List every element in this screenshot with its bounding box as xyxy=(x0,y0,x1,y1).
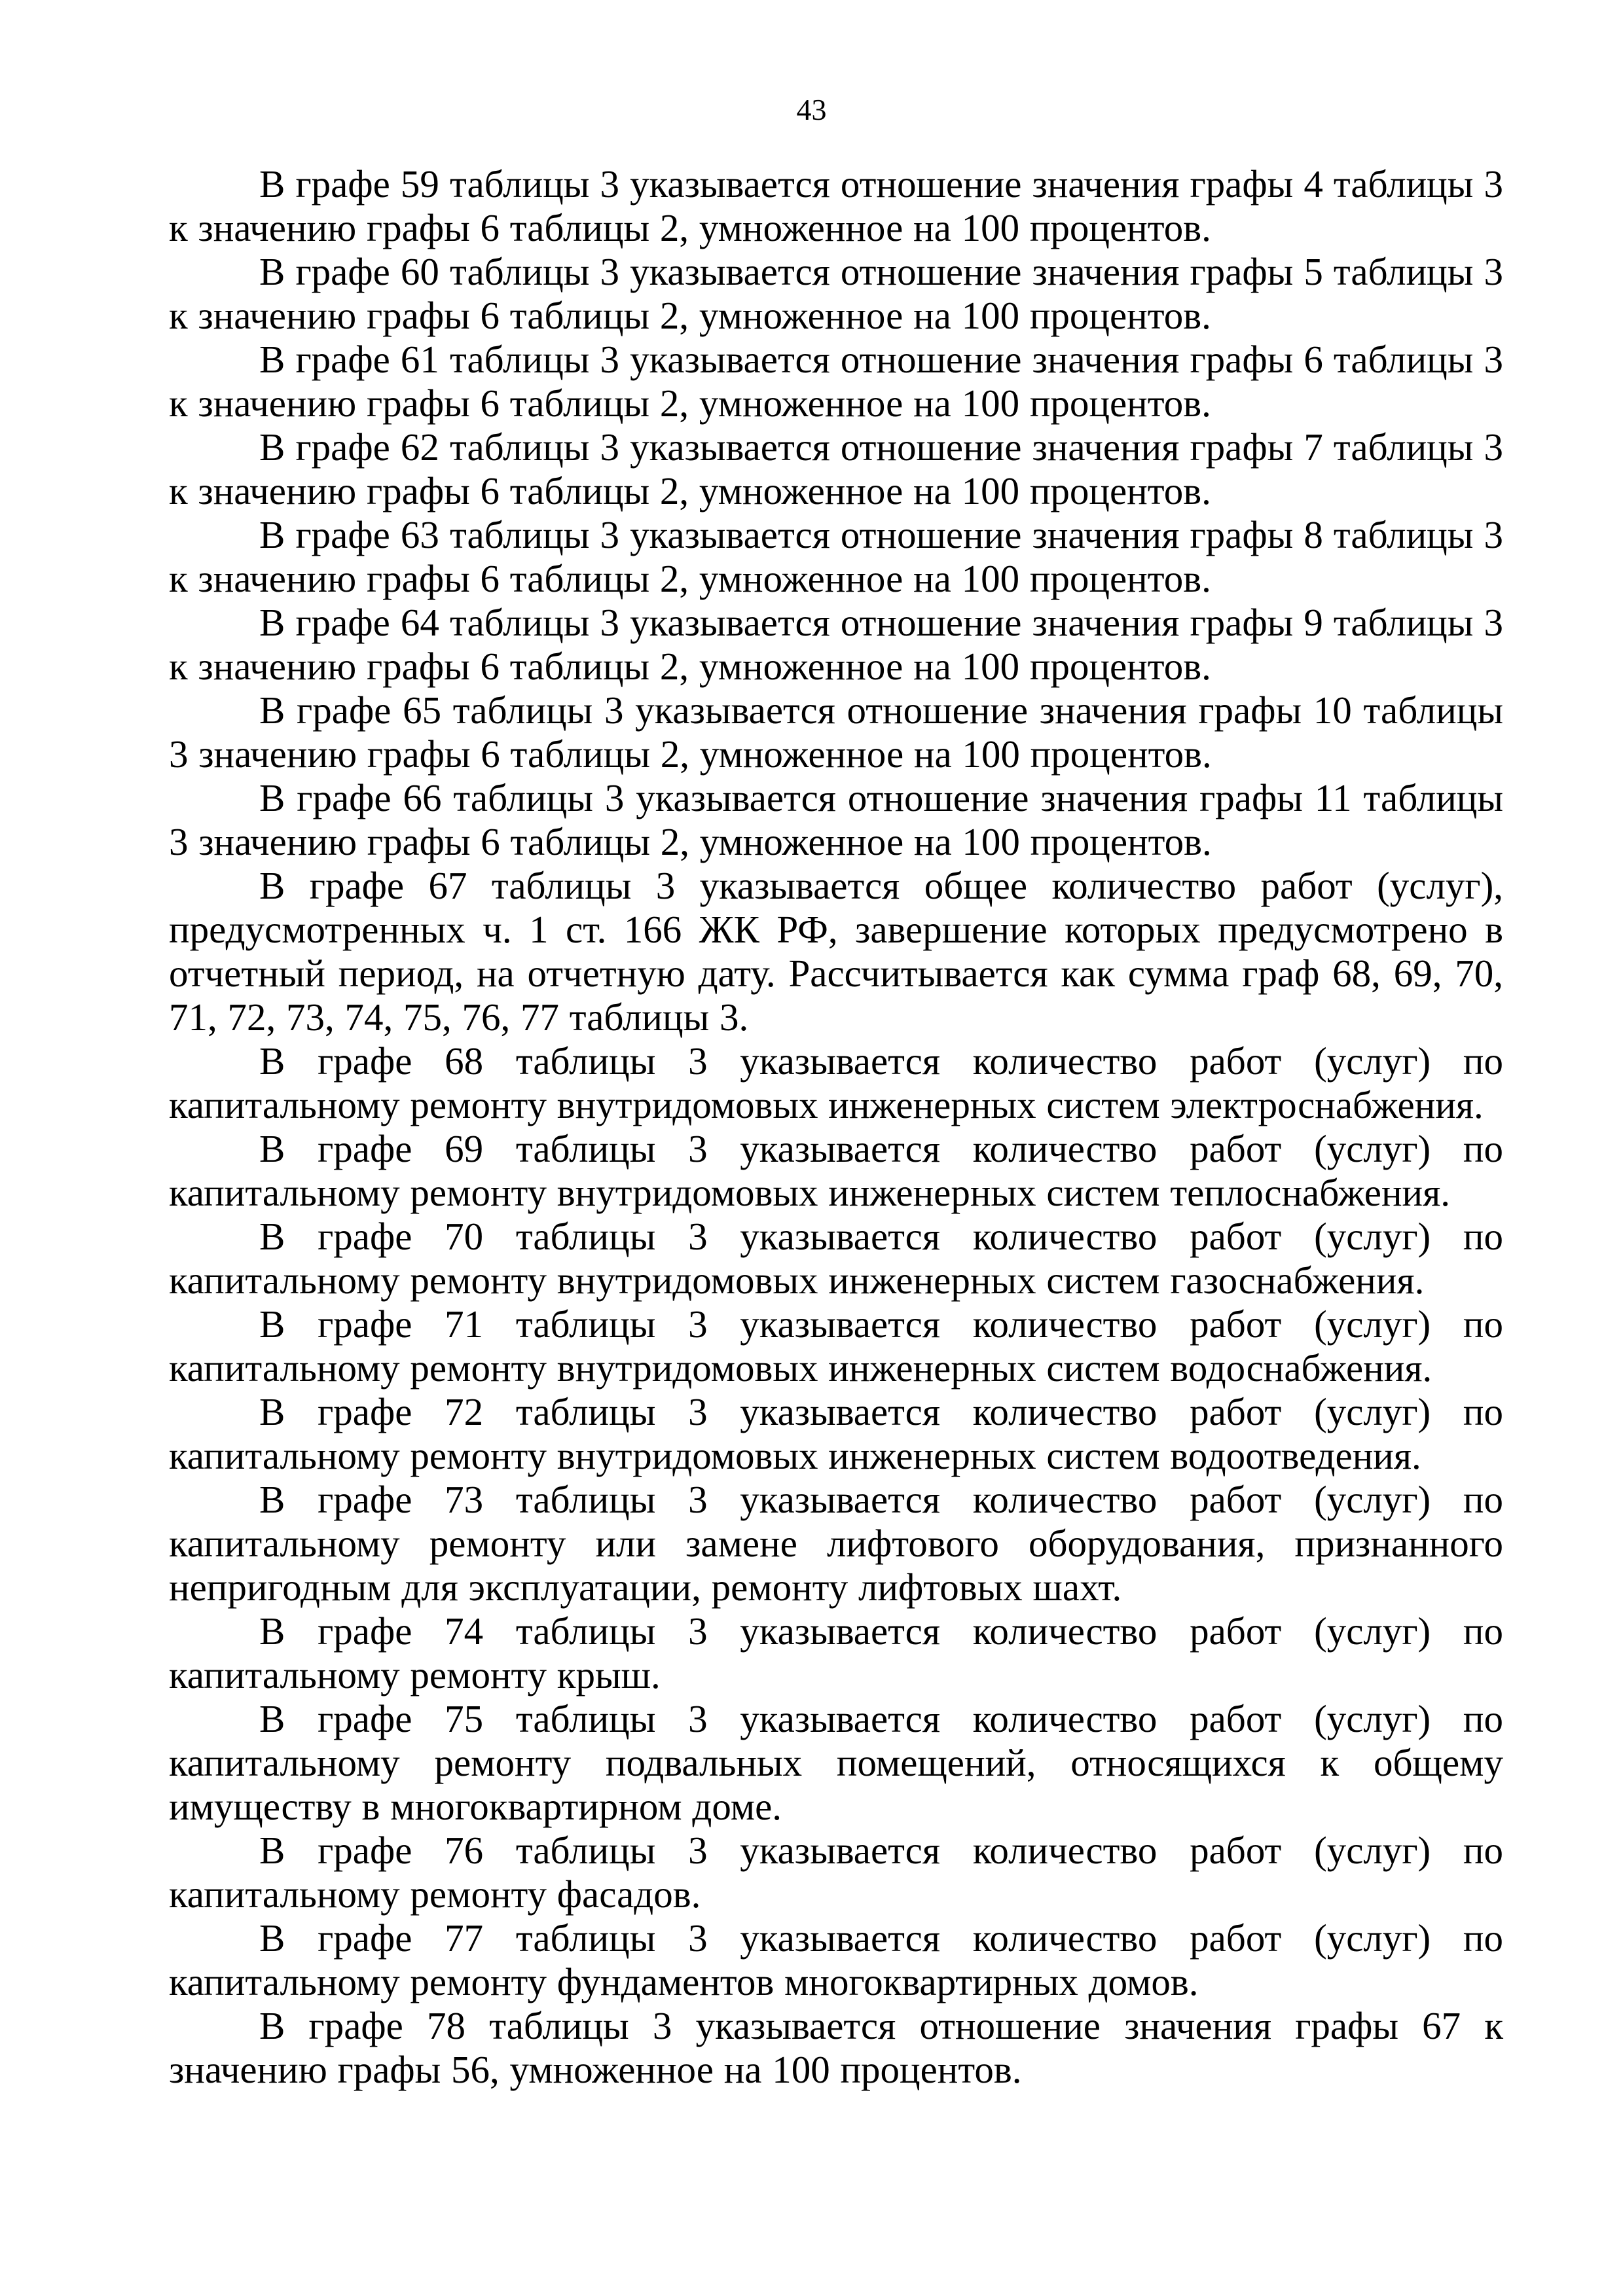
paragraph: В графе 74 таблицы 3 указывается количество работ (услуг) по капитальному ремонту крыш. xyxy=(169,1609,1503,1696)
paragraph: В графе 70 таблицы 3 указывается количество работ (услуг) по капитальному ремонту внутридомовых инженерных систем газоснабжения. xyxy=(169,1215,1503,1302)
paragraph: В графе 78 таблицы 3 указывается отношение значения графы 67 к значению графы 56, умноженное на 100 процентов. xyxy=(169,2004,1503,2091)
paragraph: В графе 69 таблицы 3 указывается количество работ (услуг) по капитальному ремонту внутридомовых инженерных систем теплоснабжения. xyxy=(169,1127,1503,1214)
paragraph: В графе 64 таблицы 3 указывается отношение значения графы 9 таблицы 3 к значению графы 6 таблицы 2, умноженное на 100 процентов. xyxy=(169,601,1503,688)
paragraph: В графе 61 таблицы 3 указывается отношение значения графы 6 таблицы 3 к значению графы 6 таблицы 2, умноженное на 100 процентов. xyxy=(169,338,1503,425)
paragraph: В графе 65 таблицы 3 указывается отношение значения графы 10 таблицы 3 значению графы 6 таблицы 2, умноженное на 100 процентов. xyxy=(169,689,1503,776)
paragraph: В графе 63 таблицы 3 указывается отношение значения графы 8 таблицы 3 к значению графы 6 таблицы 2, умноженное на 100 процентов. xyxy=(169,513,1503,600)
paragraph: В графе 77 таблицы 3 указывается количество работ (услуг) по капитальному ремонту фундаментов многоквартирных домов. xyxy=(169,1916,1503,2003)
page-number: 43 xyxy=(796,93,827,126)
paragraph: В графе 72 таблицы 3 указывается количество работ (услуг) по капитальному ремонту внутридомовых инженерных систем водоотведения. xyxy=(169,1390,1503,1477)
paragraph: В графе 60 таблицы 3 указывается отношение значения графы 5 таблицы 3 к значению графы 6 таблицы 2, умноженное на 100 процентов. xyxy=(169,250,1503,337)
paragraph: В графе 71 таблицы 3 указывается количество работ (услуг) по капитальному ремонту внутридомовых инженерных систем водоснабжения. xyxy=(169,1302,1503,1390)
paragraph: В графе 62 таблицы 3 указывается отношение значения графы 7 таблицы 3 к значению графы 6 таблицы 2, умноженное на 100 процентов. xyxy=(169,425,1503,512)
paragraph: В графе 67 таблицы 3 указывается общее количество работ (услуг), предусмотренных ч. 1 ст. 166 ЖК РФ, завершение которых предусмотрено в отчетный период, на отчетную дату. Рассчитывается как сумма граф 68, 69, 70, 71, 72, 73, 74, 75, 76, 77 таблицы 3. xyxy=(169,864,1503,1039)
paragraph: В графе 73 таблицы 3 указывается количество работ (услуг) по капитальному ремонту или замене лифтового оборудования, признанного непригодным для эксплуатации, ремонту лифтовых шахт. xyxy=(169,1478,1503,1609)
paragraph: В графе 66 таблицы 3 указывается отношение значения графы 11 таблицы 3 значению графы 6 таблицы 2, умноженное на 100 процентов. xyxy=(169,776,1503,863)
paragraph: В графе 68 таблицы 3 указывается количество работ (услуг) по капитальному ремонту внутридомовых инженерных систем электроснабжения. xyxy=(169,1039,1503,1126)
document-body xyxy=(169,162,1503,2092)
paragraph: В графе 76 таблицы 3 указывается количество работ (услуг) по капитальному ремонту фасадов. xyxy=(169,1829,1503,1916)
paragraph: В графе 75 таблицы 3 указывается количество работ (услуг) по капитальному ремонту подвальных помещений, относящихся к общему имуществу в многоквартирном доме. xyxy=(169,1697,1503,1828)
paragraph: В графе 59 таблицы 3 указывается отношение значения графы 4 таблицы 3 к значению графы 6 таблицы 2, умноженное на 100 процентов. xyxy=(169,162,1503,249)
